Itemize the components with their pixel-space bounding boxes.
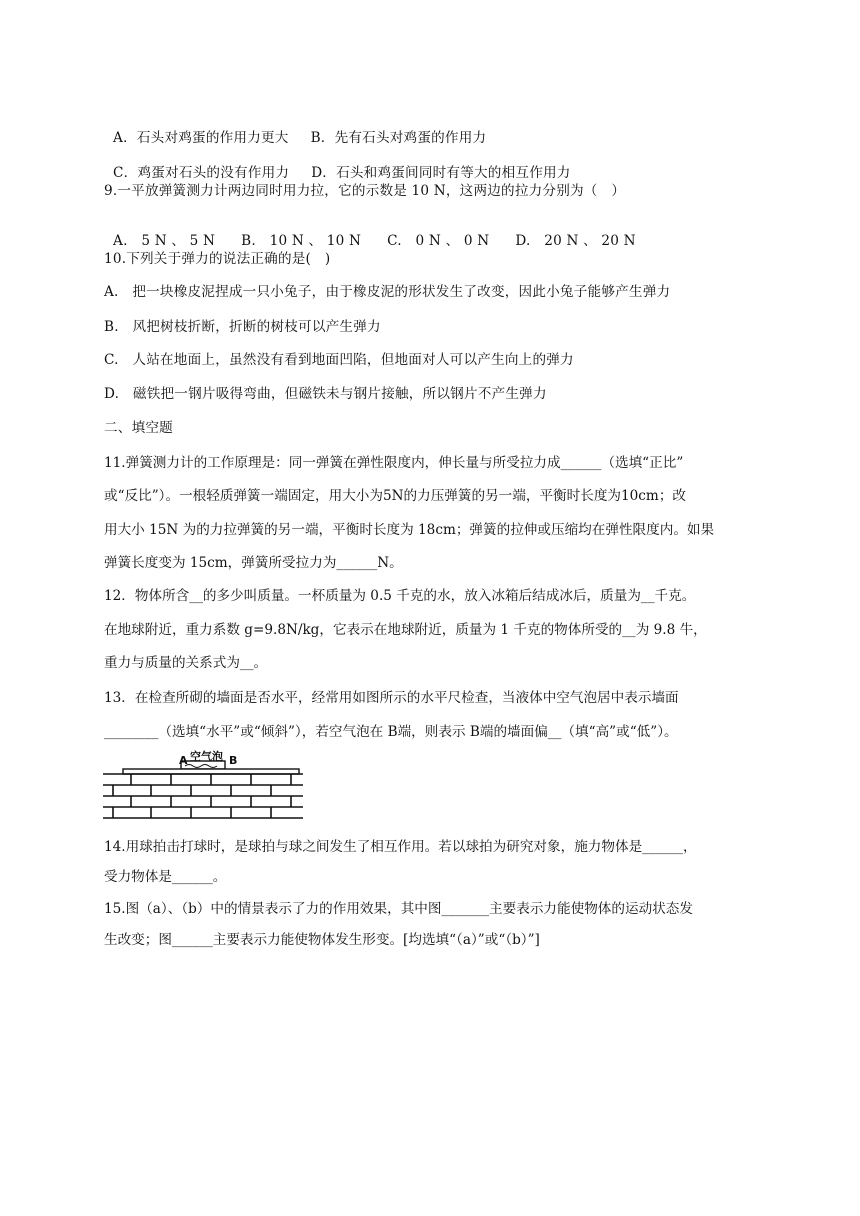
q14-line2: 受力物体是______。 [104,869,227,885]
q9-stem: 9.一平放弹簧测力计两边同时用力拉，它的示数是 10 N，这两边的拉力分别为（ ） [104,183,626,199]
q13-line2: ________（选填“水平”或“倾斜”），若空气泡在 B端，则表示 B端的墙面偏__（填“高”或“低”）。 [104,724,678,740]
q14-line1: 14.用球拍击打球时，是球拍与球之间发生了相互作用。若以球拍为研究对象，施力物体是______， [104,839,697,855]
q12-line1: 12．物体所含__的多少叫质量。一杯质量为 0.5 千克的水，放入冰箱后结成冰后，质量为__千克。 [104,588,696,604]
q12-line3: 重力与质量的关系式为__。 [104,655,268,671]
q9-option-c: C. 0 N 、 0 N [387,233,490,249]
figure-label-b: B [229,754,238,767]
q11-line3: 用大小 15N 为的力拉弹簧的另一端，平衡时长度为 18cm；弹簧的拉伸或压缩均在弹性限度内。如果 [104,522,715,538]
q10-option-d: D. 磁铁把一钢片吸得弯曲，但磁铁未与钢片接触，所以钢片不产生弹力 [104,386,547,402]
q8-option-c: C．鸡蛋对石头的没有作用力 [113,165,290,181]
q10-stem: 10.下列关于弹力的说法正确的是( ) [104,251,331,267]
q13-line1: 13．在检查所砌的墙面是否水平，经常用如图所示的水平尺检查，当液体中空气泡居中表示墙面 [104,690,679,706]
q8-options-row2 [104,145,571,181]
figure-label-a: A [179,754,188,767]
q12-line2: 在地球附近，重力系数 g=9.8N/kg，它表示在地球附近，质量为 1 千克的物体所受的__为 9.8 牛， [104,622,707,638]
q9-options [104,213,636,249]
brick-wall [103,774,303,818]
q10-option-b: B. 风把树枝折断，折断的树枝可以产生弹力 [104,319,381,335]
q15-line1: 15.图（a）、（b）中的情景表示了力的作用效果，其中图_______主要表示力能使物体的运动状态发 [104,901,693,917]
q10-option-c: C. 人站在地面上，虽然没有看到地面凹陷，但地面对人可以产生向上的弹力 [104,352,574,368]
q11-line1: 11.弹簧测力计的工作原理是：同一弹簧在弹性限度内，伸长量与所受拉力成______（选填“正比” [104,455,684,471]
q8-options-row1 [104,110,486,146]
q8-option-a: A．石头对鸡蛋的作用力更大 [113,130,289,146]
spirit-level-figure [101,752,305,822]
q11-line4: 弹簧长度变为 15cm，弹簧所受拉力为______N。 [104,555,403,571]
q9-option-d: D. 20 N 、 20 N [515,233,636,249]
q15-line2: 生改变；图______主要表示力能使物体发生形变。[均选填“（a）”或“（b）”] [104,932,540,948]
q11-line2: 或“反比”）。一根轻质弹簧一端固定，用大小为5N的力压弹簧的另一端，平衡时长度为10cm；改 [104,488,687,504]
figure-label-bubble: 空气泡 [190,750,223,763]
q8-option-b: B．先有石头对鸡蛋的作用力 [310,130,487,146]
liquid-wave [185,765,217,768]
q9-option-b: B. 10 N 、 10 N [241,233,362,249]
q10-option-a: A. 把一块橡皮泥捏成一只小兔子，由于橡皮泥的形状发生了改变，因此小兔子能够产生弹力 [104,284,671,300]
q9-option-a: A. 5 N 、 5 N [113,233,216,249]
section-heading-fill-in: 二、填空题 [104,420,173,436]
q8-option-d: D．石头和鸡蛋间同时有等大的相互作用力 [311,165,571,181]
